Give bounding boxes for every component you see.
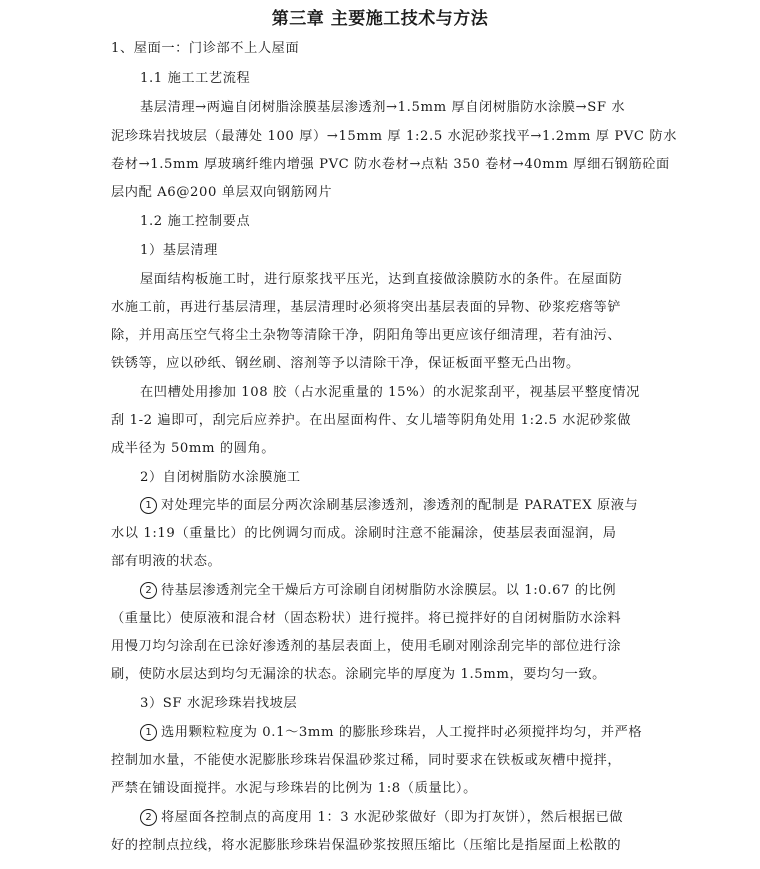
paragraph-line: 除，并用高压空气将尘土杂物等清除干净，阴阳角等出更应该仔细清理，若有油污、 (111, 328, 622, 343)
paragraph-line: 刷，使防水层达到均匀无漏涂的状态。涂刷完毕的厚度为 1.5mm，要均匀一致。 (111, 667, 606, 682)
paragraph-line: 卷材→1.5mm 厚玻璃纤维内增强 PVC 防水卷材→点粘 350 卷材→40mm 厚细石钢筋砼面 (111, 157, 670, 172)
circled-number-2: 2 (140, 809, 157, 826)
item-heading: 3）SF 水泥珍珠岩找坡层 (140, 696, 298, 711)
item-heading: 1）基层清理 (140, 243, 218, 258)
paragraph-line: 用慢刀均匀涂刮在已涂好渗透剂的基层表面上，使用毛刷对刚涂刮完毕的部位进行涂 (111, 639, 622, 654)
paragraph-line (140, 806, 623, 826)
chapter-title: 第三章 主要施工技术与方法 (271, 9, 489, 29)
paragraph-line: 成半径为 50mm 的圆角。 (111, 441, 276, 456)
paragraph-text: 待基层渗透剂完全干燥后方可涂刷自闭树脂防水涂膜层。以 1:0.67 的比例 (161, 583, 617, 598)
paragraph-line: 基层清理→两遍自闭树脂涂膜基层渗透剂→1.5mm 厚自闭树脂防水涂膜→SF 水 (140, 100, 626, 115)
paragraph-line: 在凹槽处用掺加 108 胶（占水泥重量的 15%）的水泥浆刮平，视基层平整度情况 (140, 385, 640, 400)
subsection-heading: 1.2 施工控制要点 (140, 214, 251, 229)
paragraph-line: 屋面结构板施工时，进行原浆找平压光，达到直接做涂膜防水的条件。在屋面防 (140, 272, 623, 287)
paragraph-line (140, 494, 638, 514)
paragraph-line: 好的控制点拉线，将水泥膨胀珍珠岩保温砂浆按照压缩比（压缩比是指屋面上松散的 (111, 838, 622, 853)
paragraph-text: 将屋面各控制点的高度用 1：3 水泥砂浆做好（即为打灰饼），然后根据已做 (161, 810, 624, 825)
paragraph-line: 刮 1-2 遍即可，刮完后应养护。在出屋面构件、女儿墙等阴角处用 1:2.5 水泥砂浆做 (111, 413, 632, 428)
circled-number-1: 1 (140, 497, 157, 514)
paragraph-line: （重量比）使原液和混合材（固态粉状）进行搅拌。将已搅拌好的自闭树脂防水涂料 (111, 611, 622, 626)
circled-number-2: 2 (140, 582, 157, 599)
paragraph-line: 层内配 A6@200 单层双向钢筋网片 (111, 185, 333, 200)
paragraph-line: 铁锈等，应以砂纸、钢丝刷、溶剂等予以清除干净，保证板面平整无凸出物。 (111, 356, 580, 371)
circled-number-1: 1 (140, 724, 157, 741)
section-heading: 1、屋面一：门诊部不上人屋面 (111, 41, 300, 56)
paragraph-text: 对处理完毕的面层分两次涂刷基层渗透剂，渗透剂的配制是 PARATEX 原液与 (161, 498, 639, 513)
paragraph-line (140, 721, 642, 741)
paragraph-line: 严禁在铺设面搅拌。水泥与珍珠岩的比例为 1:8（质量比）。 (111, 781, 477, 796)
paragraph-line (140, 579, 616, 599)
paragraph-line: 部有明液的状态。 (111, 554, 222, 569)
paragraph-text: 选用颗粒粒度为 0.1～3mm 的膨胀珍珠岩，人工搅拌时必须搅拌均匀，并严格 (161, 725, 643, 740)
subsection-heading: 1.1 施工工艺流程 (140, 71, 251, 86)
item-heading: 2）自闭树脂防水涂膜施工 (140, 470, 301, 485)
paragraph-line: 水以 1:19（重量比）的比例调匀而成。涂刷时注意不能漏涂，使基层表面湿润，局 (111, 526, 617, 541)
paragraph-line: 泥珍珠岩找坡层（最薄处 100 厚）→15mm 厚 1:2.5 水泥砂浆找平→1.2mm 厚 PVC 防水 (111, 129, 677, 144)
paragraph-line: 水施工前，再进行基层清理，基层清理时必须将突出基层表面的异物、砂浆疙瘩等铲 (111, 300, 622, 315)
paragraph-line: 控制加水量，不能使水泥膨胀珍珠岩保温砂浆过稀，同时要求在铁板或灰槽中搅拌， (111, 753, 622, 768)
